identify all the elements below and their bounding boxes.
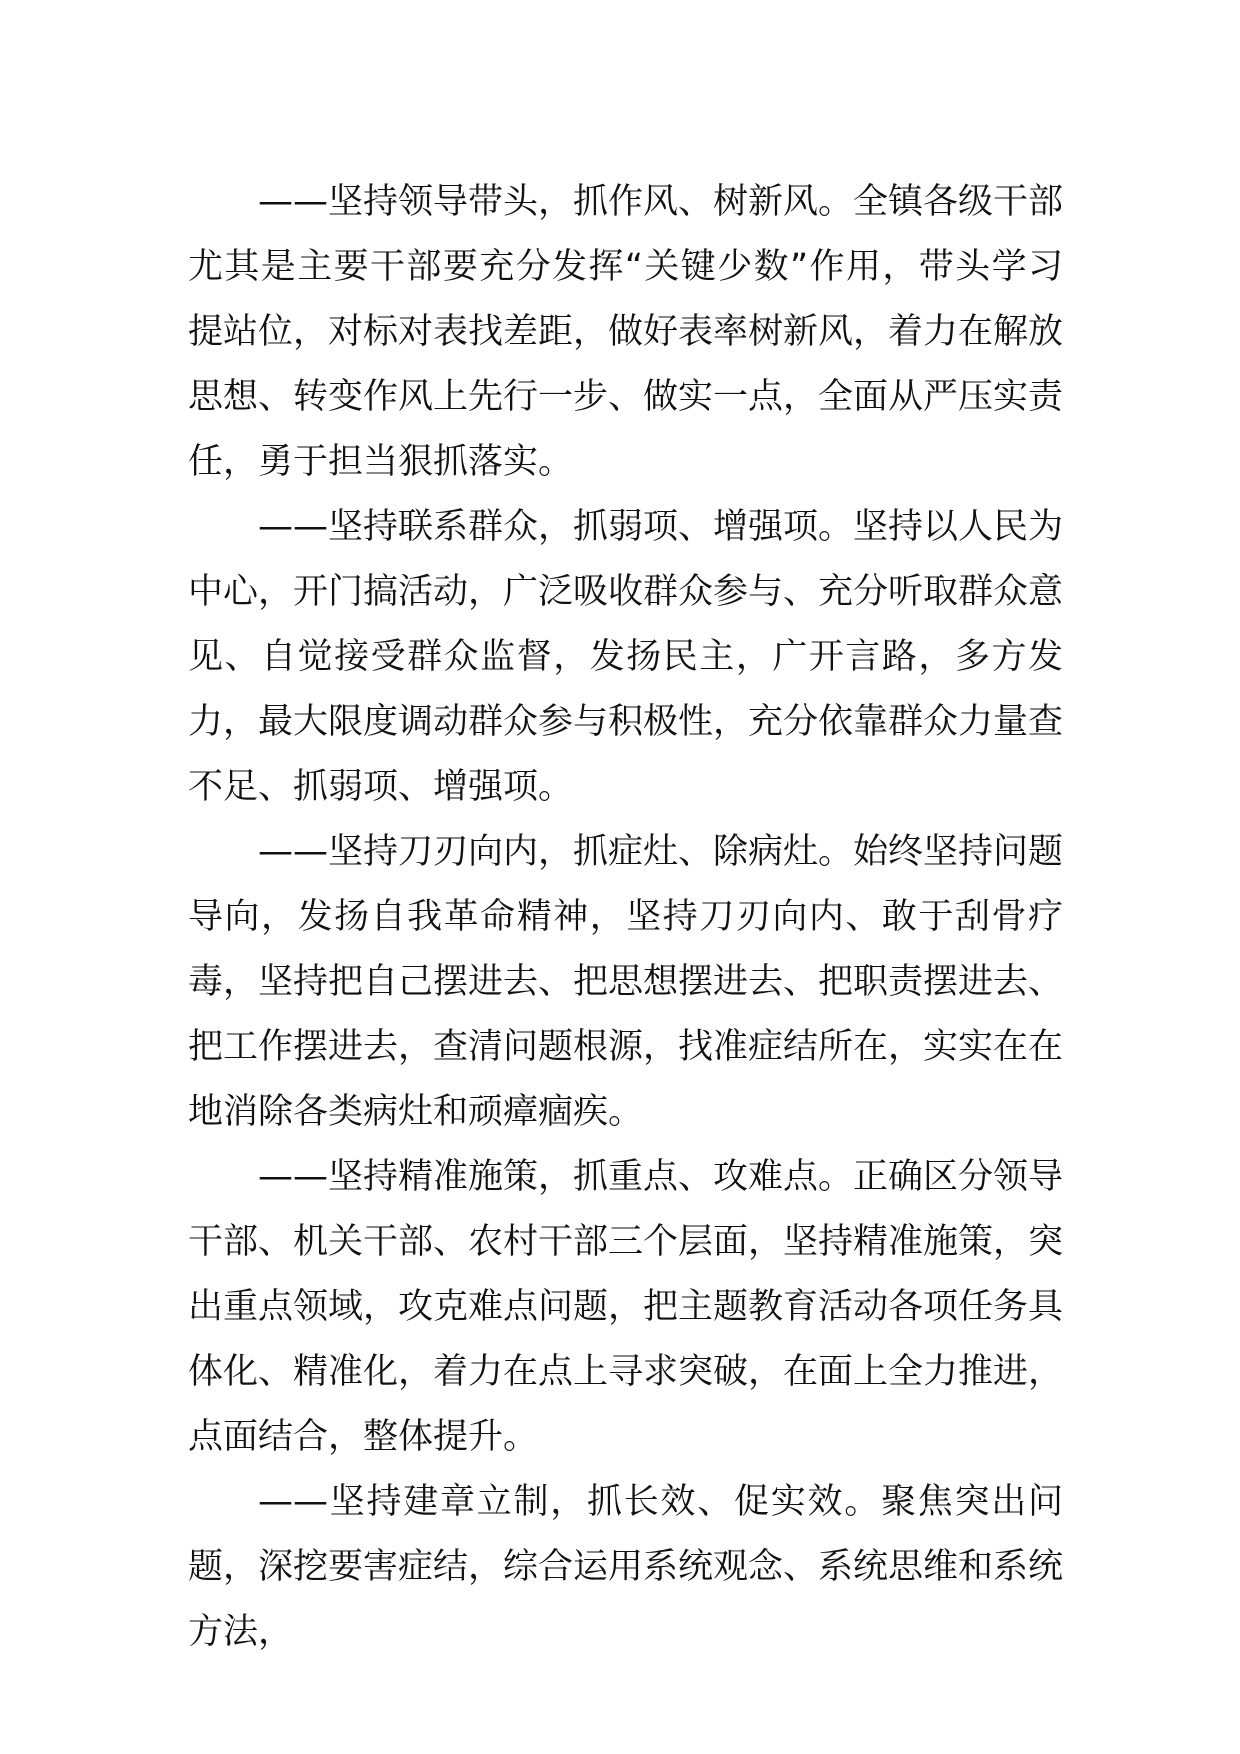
paragraph-masses: ——坚持联系群众，抓弱项、增强项。坚持以人民为中心，开门搞活动，广泛吸收群众参与、充分听取群众意见、自觉接受群众监督，发扬民主，广开言路，多方发力，最大限度调动群众参与积极性，充分依靠群众力量查不足、抓弱项、增强项。 — [188, 507, 1064, 807]
paragraph-leadership: ——坚持领导带头，抓作风、树新风。全镇各级干部尤其是主要干部要充分发挥“关键少数”作用，带头学习提站位，对标对表找差距，做好表率树新风，着力在解放思想、转变作风上先行一步、做实一点，全面从严压实责任，勇于担当狠抓落实。 — [188, 182, 1064, 482]
paragraph-precise-policy: ——坚持精准施策，抓重点、攻难点。正确区分领导干部、机关干部、农村干部三个层面，坚持精准施策，突出重点领域，攻克难点问题，把主题教育活动各项任务具体化、精准化，着力在点上寻求突破，在面上全力推进，点面结合，整体提升。 — [188, 1157, 1064, 1457]
paragraph-self-reform: ——坚持刀刃向内，抓症灶、除病灶。始终坚持问题导向，发扬自我革命精神，坚持刀刃向内、敢于刮骨疗毒，坚持把自己摆进去、把思想摆进去、把职责摆进去、把工作摆进去，查清问题根源，找准症结所在，实实在在地消除各类病灶和顽瘴痼疾。 — [188, 832, 1064, 1132]
document-body — [188, 170, 1063, 1665]
paragraph-institution-building: ——坚持建章立制，抓长效、促实效。聚焦突出问题，深挖要害症结，综合运用系统观念、系统思维和系统方法， — [188, 1482, 1064, 1652]
